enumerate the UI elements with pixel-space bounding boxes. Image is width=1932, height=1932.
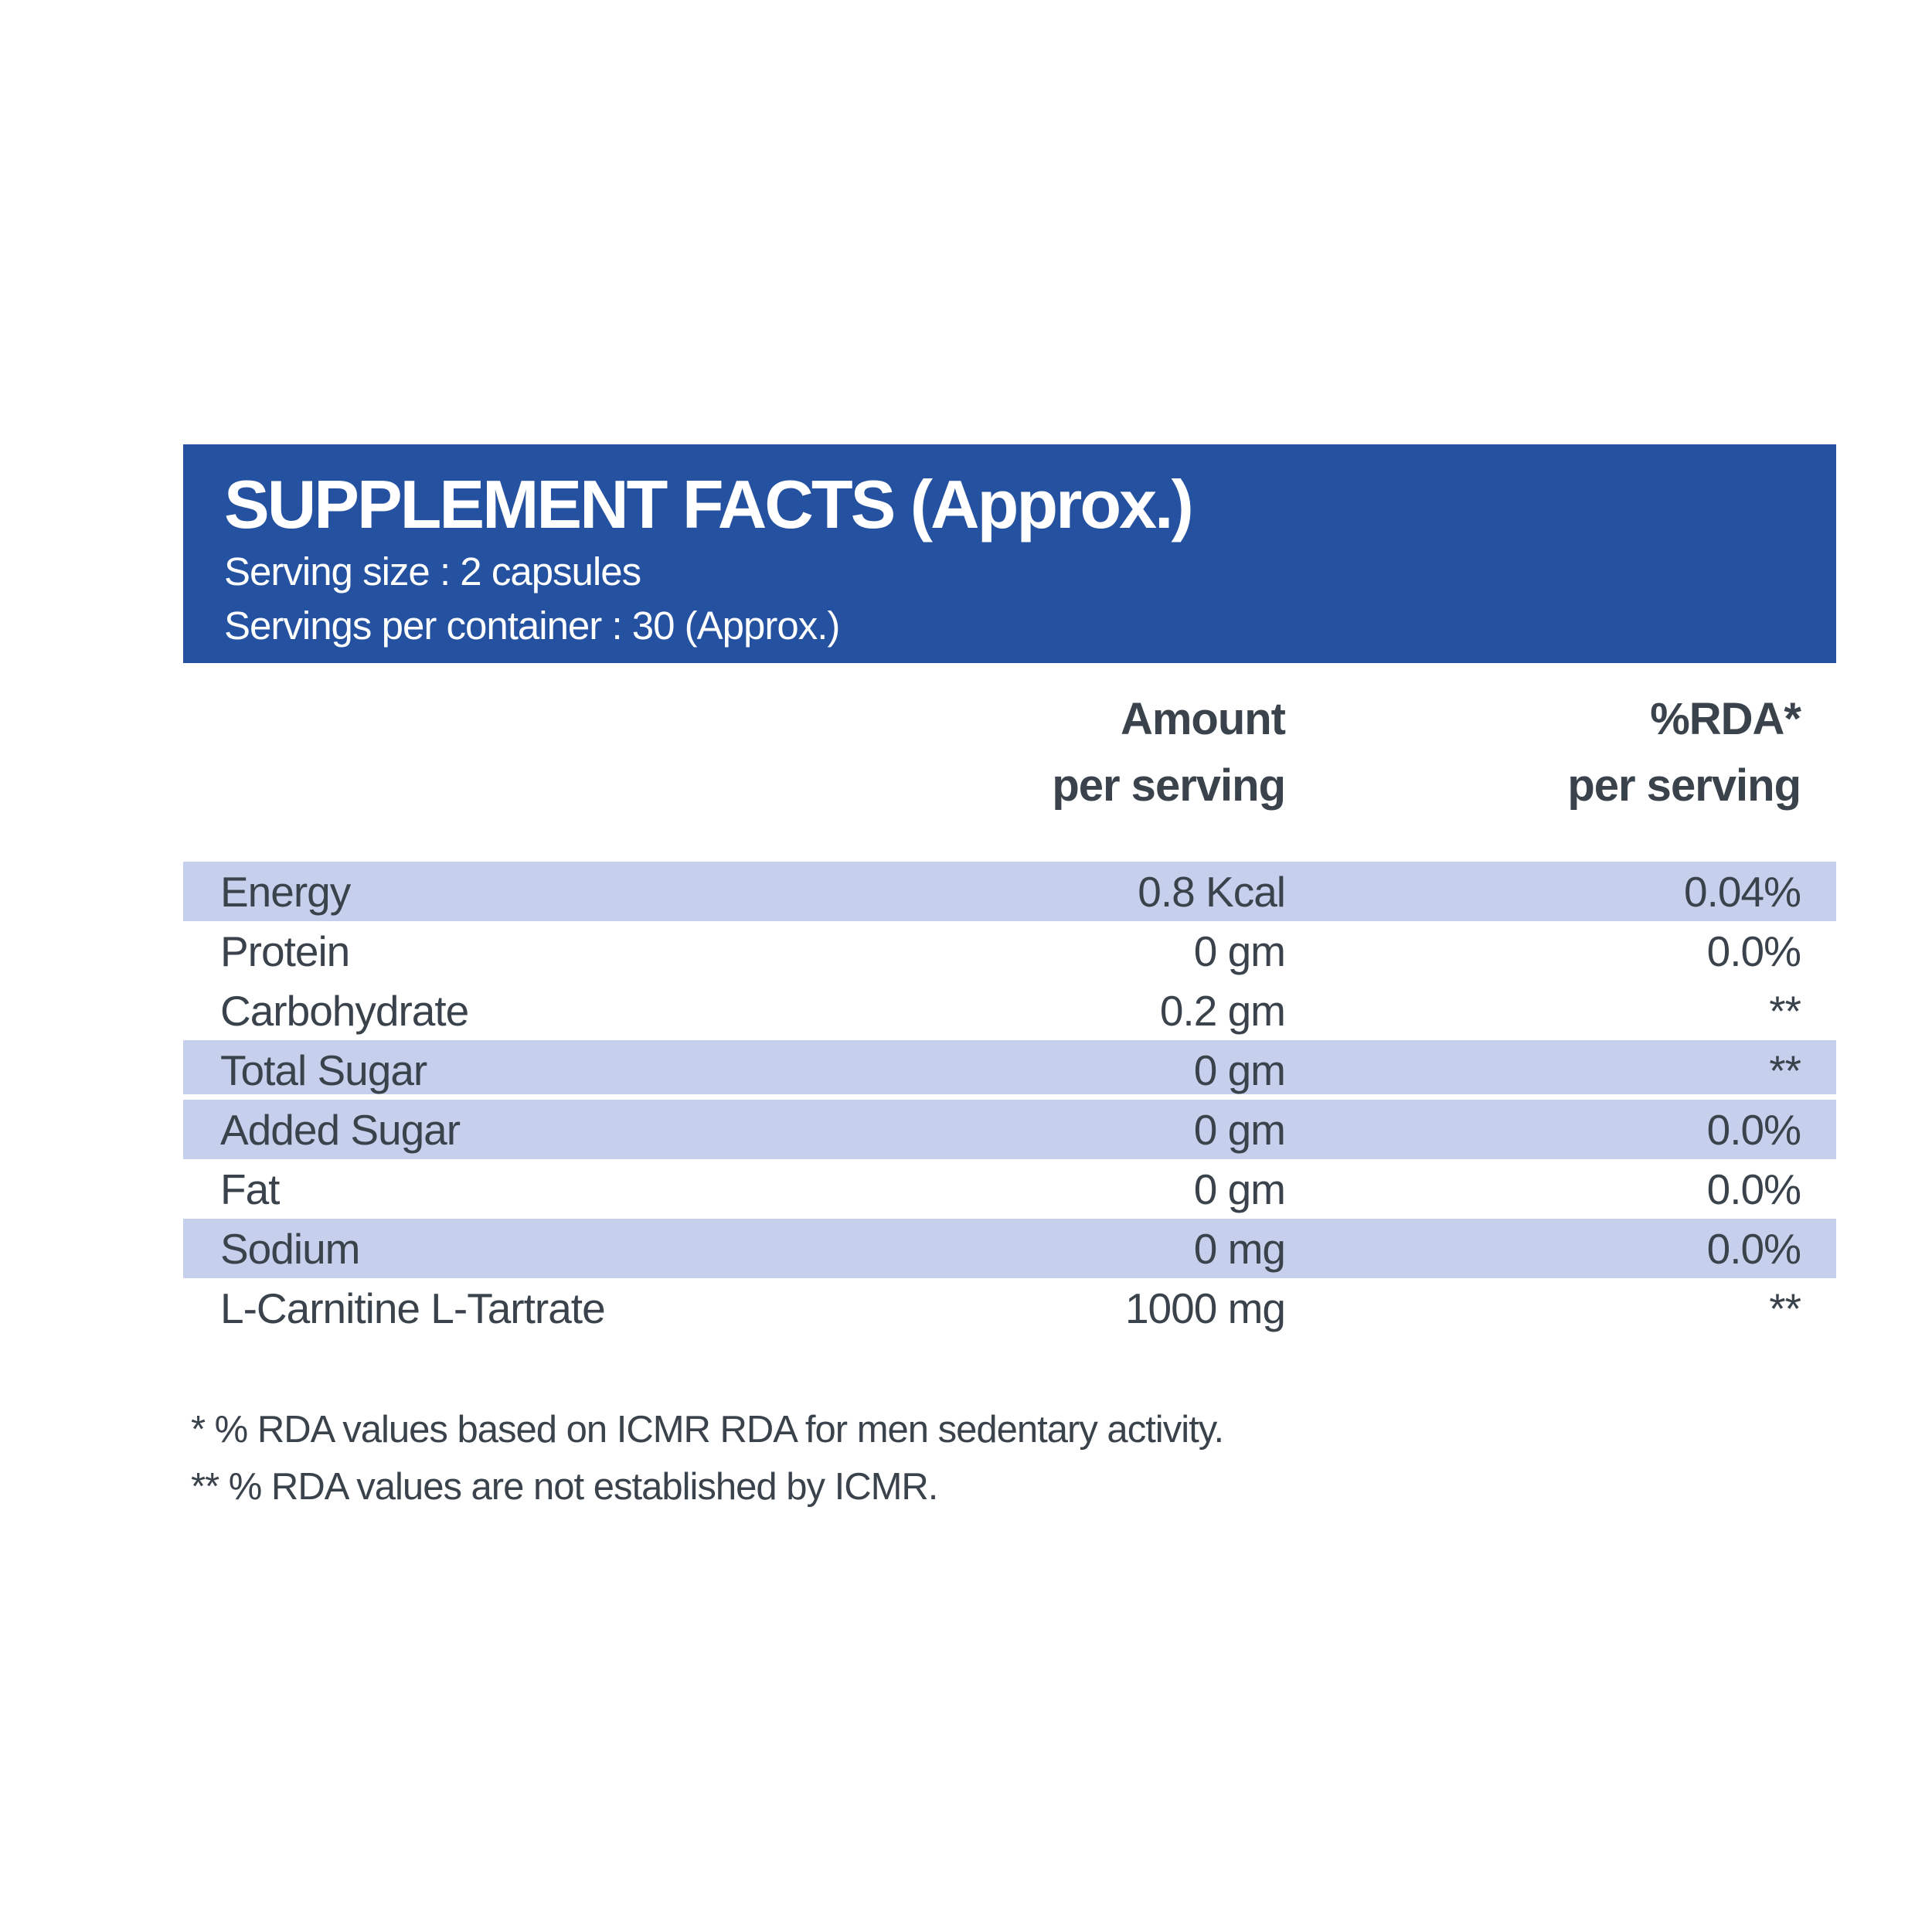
amount-value: 0 gm — [1193, 1105, 1285, 1154]
nutrient-label: Fat — [220, 1165, 280, 1213]
amount-value: 0.8 Kcal — [1138, 867, 1285, 916]
amount-value: 0.2 gm — [1159, 986, 1285, 1035]
table-row-protein — [183, 921, 1836, 981]
nutrient-label: Sodium — [220, 1224, 360, 1273]
rda-header-line2: per serving — [1567, 760, 1801, 811]
rda-value: 0.0% — [1706, 927, 1801, 975]
supplement-facts-panel — [183, 444, 1836, 1515]
footnotes — [183, 1401, 1836, 1515]
amount-value: 1000 mg — [1124, 1284, 1285, 1332]
rda-value: ** — [1769, 986, 1801, 1035]
servings-per-container-line: Servings per container : 30 (Approx.) — [224, 604, 840, 648]
rda-value: ** — [1769, 1284, 1801, 1332]
column-headers — [183, 686, 1836, 819]
table-row-total-sugar — [183, 1040, 1836, 1100]
footnote-rda-basis: * % RDA values based on ICMR RDA for men sedentary activity. — [191, 1409, 1224, 1451]
table-row-sodium — [183, 1219, 1836, 1278]
amount-value: 0 mg — [1193, 1224, 1285, 1273]
rda-value: 0.0% — [1706, 1105, 1801, 1154]
nutrient-label: Added Sugar — [220, 1105, 461, 1154]
label-column-spacer — [220, 686, 899, 819]
amount-header-line1: Amount — [1120, 694, 1285, 744]
serving-size-line: Serving size : 2 capsules — [224, 549, 641, 594]
nutrient-label: Carbohydrate — [220, 986, 469, 1035]
rda-value: 0.04% — [1684, 867, 1801, 916]
nutrient-label: Energy — [220, 867, 351, 916]
footnote-rda-not-established: ** % RDA values are not established by ICMR. — [191, 1466, 938, 1508]
rda-column-header — [1285, 686, 1801, 819]
amount-value: 0 gm — [1193, 927, 1285, 975]
amount-value: 0 gm — [1193, 1046, 1285, 1094]
facts-header — [183, 444, 1836, 663]
rda-value: ** — [1769, 1046, 1801, 1094]
facts-title: SUPPLEMENT FACTS (Approx.) — [224, 466, 1192, 543]
table-row-added-sugar — [183, 1100, 1836, 1159]
table-row-fat — [183, 1159, 1836, 1219]
nutrient-label: Protein — [220, 927, 350, 975]
rda-value: 0.0% — [1706, 1165, 1801, 1213]
rda-value: 0.0% — [1706, 1224, 1801, 1273]
table-row-carbohydrate — [183, 981, 1836, 1040]
amount-column-header — [899, 686, 1285, 819]
amount-header-line2: per serving — [1052, 760, 1285, 811]
nutrient-label: Total Sugar — [220, 1046, 427, 1094]
rda-header-line1: %RDA* — [1650, 694, 1801, 744]
table-row-energy — [183, 862, 1836, 921]
nutrient-label: L-Carnitine L-Tartrate — [220, 1284, 605, 1332]
amount-value: 0 gm — [1193, 1165, 1285, 1213]
table-row-l-carnitine-l-tartrate — [183, 1278, 1836, 1338]
facts-table — [183, 862, 1836, 1338]
